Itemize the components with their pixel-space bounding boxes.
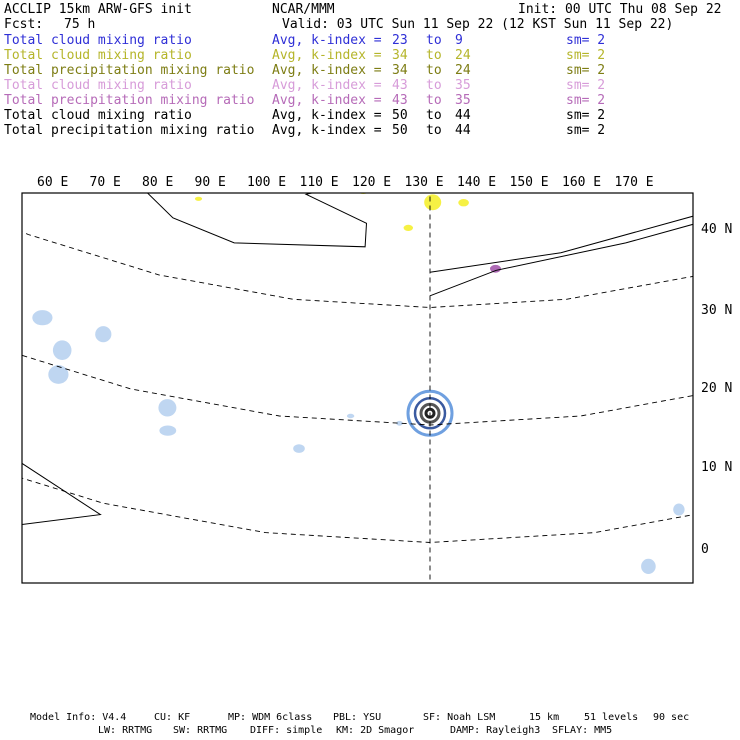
field-smoothing-4: sm= 2: [566, 78, 606, 93]
footer-item-5: SF: Noah LSM: [423, 712, 496, 723]
latitude-label: 40 N: [701, 222, 733, 237]
valid-time: Valid: 03 UTC Sun 11 Sep 22 (12 KST Sun 11 Sep 22): [282, 17, 674, 32]
forecast-hours: 75 h: [64, 17, 96, 32]
field-k-from-1: 23: [392, 33, 408, 48]
longitude-labels: [37, 175, 654, 190]
longitude-label: 140 E: [457, 175, 497, 190]
field-smoothing-5: sm= 2: [566, 93, 606, 108]
blue-cloud-patch: [53, 340, 72, 360]
blue-cloud-patch: [158, 399, 176, 416]
field-k-to-6: 44: [455, 108, 471, 123]
field-k-to-5: 35: [455, 93, 471, 108]
field-avg-label-3: Avg, k-index =: [272, 63, 382, 78]
longitude-label: 130 E: [404, 175, 444, 190]
center-label: NCAR/MMM: [272, 2, 335, 17]
latitude-label: 30 N: [701, 303, 733, 318]
yellow-cloud-patch: [685, 599, 693, 604]
parallel-line: [0, 0, 740, 308]
field-name-7: Total precipitation mixing ratio: [4, 123, 255, 138]
footer-item-6: 15 km: [529, 712, 560, 723]
field-k-to-4: 35: [455, 78, 471, 93]
footer-item-1: Model Info: V4.4: [30, 712, 127, 723]
longitude-label: 160 E: [562, 175, 602, 190]
yellow-cloud-patch: [41, 90, 58, 107]
field-avg-label-5: Avg, k-index =: [272, 93, 382, 108]
field-to-label-4: to: [426, 78, 442, 93]
parallel-line: [0, 0, 740, 73]
footer-item-2: CU: KF: [154, 712, 191, 723]
field-avg-label-1: Avg, k-index =: [272, 33, 382, 48]
field-smoothing-6: sm= 2: [566, 108, 606, 123]
field-to-label-5: to: [426, 93, 442, 108]
blue-cloud-patch: [32, 310, 52, 325]
longitude-label: 150 E: [509, 175, 549, 190]
longitude-label: 70 E: [89, 175, 121, 190]
field-name-4: Total cloud mixing ratio: [4, 78, 192, 93]
footer-item-12: KM: 2D Smagor: [336, 725, 415, 736]
field-k-from-7: 50: [392, 123, 408, 138]
blue-cloud-patch: [641, 559, 656, 574]
yellow-cloud-patch: [195, 197, 202, 201]
footer-item-14: SFLAY: MM5: [552, 725, 613, 736]
map-frame: [22, 193, 693, 583]
field-avg-label-4: Avg, k-index =: [272, 78, 382, 93]
yellow-cloud-patch: [404, 225, 413, 231]
field-k-from-6: 50: [392, 108, 408, 123]
field-to-label-6: to: [426, 108, 442, 123]
longitude-label: 90 E: [194, 175, 226, 190]
latitude-label: 20 N: [701, 381, 733, 396]
parallel-line: [0, 0, 740, 190]
field-name-2: Total cloud mixing ratio: [4, 48, 192, 63]
field-k-to-1: 9: [455, 33, 463, 48]
footer-item-9: LW: RRTMG: [98, 725, 153, 736]
footer-item-7: 51 levels: [584, 712, 639, 723]
field-k-to-2: 24: [455, 48, 471, 63]
field-name-1: Total cloud mixing ratio: [4, 33, 192, 48]
blue-cloud-patch: [95, 326, 111, 342]
init-time: Init: 00 UTC Thu 08 Sep 22: [518, 2, 722, 17]
field-to-label-1: to: [426, 33, 442, 48]
yellow-cloud-patch: [424, 194, 441, 210]
footer-item-8: 90 sec: [653, 712, 690, 723]
blue-cloud-patch: [347, 414, 354, 418]
field-smoothing-7: sm= 2: [566, 123, 606, 138]
latitude-label: 0: [701, 542, 709, 557]
blue-cloud-patch: [0, 384, 13, 402]
latitude-labels: [701, 222, 732, 557]
field-avg-label-7: Avg, k-index =: [272, 123, 382, 138]
field-smoothing-1: sm= 2: [566, 33, 606, 48]
field-smoothing-2: sm= 2: [566, 48, 606, 63]
longitude-label: 60 E: [37, 175, 69, 190]
longitude-label: 100 E: [247, 175, 287, 190]
blue-cloud-patch: [159, 426, 176, 436]
footer-item-10: SW: RRTMG: [173, 725, 228, 736]
coastline: [0, 0, 740, 179]
yellow-cloud-patch: [458, 199, 469, 206]
footer-item-3: MP: WDM 6class: [228, 712, 313, 723]
field-name-5: Total precipitation mixing ratio: [4, 93, 255, 108]
longitude-label: 170 E: [614, 175, 654, 190]
field-to-label-2: to: [426, 48, 442, 63]
field-avg-label-6: Avg, k-index =: [272, 108, 382, 123]
field-to-label-7: to: [426, 123, 442, 138]
coastline: [0, 0, 719, 165]
field-k-from-2: 34: [392, 48, 408, 63]
field-k-to-7: 44: [455, 123, 471, 138]
yellow-cloud-patch: [698, 589, 713, 597]
footer-item-13: DAMP: Rayleigh3: [450, 725, 541, 736]
field-name-6: Total cloud mixing ratio: [4, 108, 192, 123]
field-smoothing-3: sm= 2: [566, 63, 606, 78]
field-k-from-5: 43: [392, 93, 408, 108]
model-title: ACCLIP 15km ARW-GFS init: [4, 2, 192, 17]
latitude-label: 10 N: [701, 460, 733, 475]
field-avg-label-2: Avg, k-index =: [272, 48, 382, 63]
blue-cloud-patch: [673, 504, 684, 516]
purple-cloud-patch: [490, 265, 501, 273]
blue-cloud-patch: [48, 365, 68, 384]
longitude-label: 110 E: [299, 175, 339, 190]
field-name-3: Total precipitation mixing ratio: [4, 63, 255, 78]
longitude-label: 120 E: [352, 175, 392, 190]
yellow-cloud-patch: [90, 119, 102, 126]
field-k-from-3: 34: [392, 63, 408, 78]
blue-cloud-patch: [293, 444, 305, 453]
forecast-label: Fcst:: [4, 17, 44, 32]
footer-item-11: DIFF: simple: [250, 725, 323, 736]
footer-item-4: PBL: YSU: [333, 712, 382, 723]
field-to-label-3: to: [426, 63, 442, 78]
longitude-label: 80 E: [142, 175, 174, 190]
field-k-from-4: 43: [392, 78, 408, 93]
field-k-to-3: 24: [455, 63, 471, 78]
